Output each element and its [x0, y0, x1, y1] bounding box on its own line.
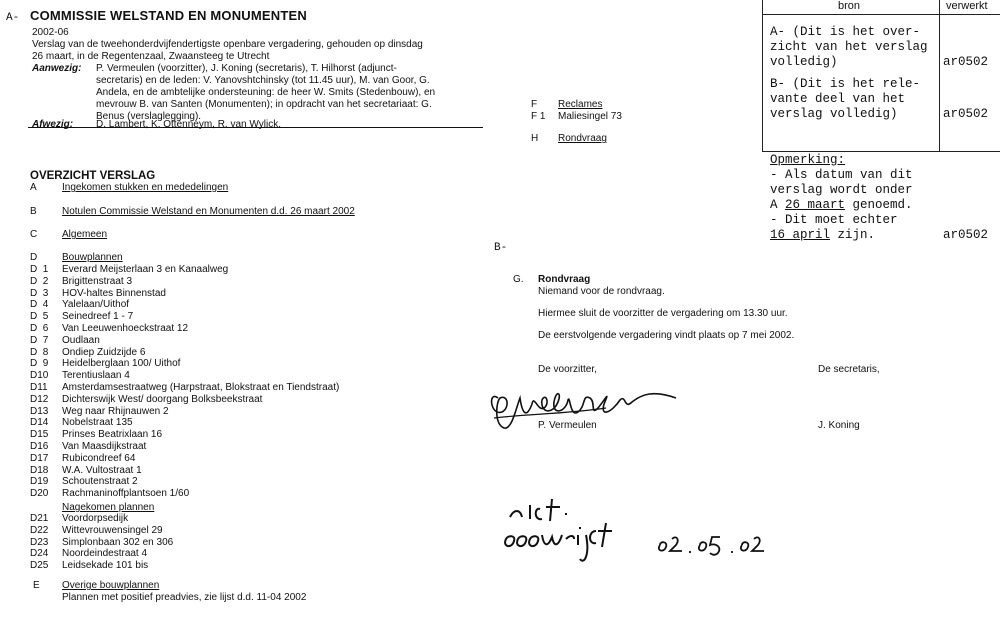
document-number: 2002-06 [32, 27, 69, 38]
source-table [762, 0, 1000, 152]
remark-suffix: zijn. [830, 228, 876, 242]
present-line: Benus (verslaglegging). [96, 111, 202, 122]
table-note-b-line: B- (Dit is het rele- [770, 77, 921, 91]
plan-address: Seinedreef 1 - 7 [62, 311, 134, 323]
item-code: D15 [30, 429, 49, 441]
present-label: Aanwezig: [32, 63, 82, 74]
plan-address: Wittevrouwensingel 29 [62, 524, 163, 536]
table-header-divider [762, 14, 1000, 15]
item-code: D 1 [30, 264, 49, 275]
chair-label: De voorzitter, [538, 364, 597, 375]
plan-address: Terentiuslaan 4 [62, 370, 130, 382]
item-code: D11 [30, 382, 48, 393]
item-code: D 4 [30, 299, 49, 311]
section-marker-a: A- [6, 12, 20, 24]
item-code: C [30, 229, 38, 240]
remark-suffix: genoemd. [845, 198, 913, 212]
item-code: D 2 [30, 275, 49, 287]
item-code: D 8 [30, 346, 49, 358]
item-title: Algemeen [62, 229, 108, 240]
item-code: D16 [30, 441, 49, 452]
plan-address: Oudlaan [62, 334, 100, 346]
plan-address: Schoutenstraat 2 [62, 476, 138, 488]
plan-address: Voordorpsedijk [62, 513, 129, 524]
secretary-label: De secretaris, [818, 364, 880, 375]
item-code: D21 [30, 513, 49, 524]
table-note-b-line: vante deel van het [770, 92, 906, 106]
plan-address: Nobelstraat 135 [62, 417, 133, 429]
remark-line: verslag wordt onder [770, 183, 913, 197]
plan-address: Ondiep Zuidzijde 6 [62, 346, 146, 358]
item-code: A [30, 182, 37, 193]
table-note-b-code: ar0502 [943, 107, 989, 121]
intro-line-1: Verslag van de tweehonderdvijfendertigste openbare vergadering, gehouden op dinsdag [32, 39, 423, 50]
plan-address: Weg naar Rhijnauwen 2 [62, 405, 169, 417]
header-divider [28, 127, 483, 128]
item-title: Ingekomen stukken en mededelingen [62, 182, 229, 193]
plan-address: Rubicondreef 64 [62, 452, 136, 464]
chair-signature [486, 368, 686, 438]
item-text: Maliesingel 73 [558, 111, 622, 122]
document-title: COMMISSIE WELSTAND EN MONUMENTEN [30, 8, 307, 23]
plan-address: HOV-haltes Binnenstad [62, 287, 166, 299]
item-title: Notulen Commissie Welstand en Monumenten d.d. 26 maart 2002 [62, 206, 355, 217]
plan-address: Brigittenstraat 3 [62, 275, 133, 287]
item-code: D23 [30, 536, 49, 548]
remark-line: - Als datum van dit [770, 168, 913, 182]
remark-code: ar0502 [943, 228, 989, 242]
nagekomen-heading: Nagekomen plannen [62, 502, 155, 513]
item-code: D [30, 252, 38, 263]
absent-text: D. Lambert, K. Ottenneym, R. van Wylick. [96, 119, 281, 130]
table-note-a-code: ar0502 [943, 55, 989, 69]
secretary-name: J. Koning [818, 420, 860, 431]
remark-line [770, 228, 875, 243]
item-title: Bouwplannen [62, 252, 123, 263]
item-code: D25 [30, 560, 49, 572]
present-line: Andela, en de ambtelijke ondersteuning: de heer W. Smits (Stedenbouw), en [96, 87, 436, 98]
item-code: D13 [30, 405, 49, 417]
item-title: Rondvraag [558, 133, 607, 144]
present-line: secretaris) en de leden: V. Yanovshtchinsky (tot 11.45 uur), M. van Goor, G. [96, 75, 430, 86]
item-code: D24 [30, 548, 49, 560]
chair-name: P. Vermeulen [538, 420, 597, 431]
plan-address: Amsterdamsestraatweg (Harpstraat, Blokstraat en Tiendstraat) [62, 382, 340, 393]
item-code: D 3 [30, 287, 49, 299]
present-line: P. Vermeulen (voorzitter), J. Koning (secretaris), T. Hilhorst (adjunct- [96, 63, 397, 74]
item-title: Rondvraag [538, 274, 591, 285]
plan-address: Prinses Beatrixlaan 16 [62, 429, 163, 441]
remark-line: - Dit moet echter [770, 213, 898, 227]
item-code: F [531, 99, 538, 110]
item-title: Reclames [558, 99, 603, 110]
plan-address: Van Maasdijkstraat [62, 441, 147, 452]
absent-label: Afwezig: [32, 119, 74, 130]
plan-address: Everard Meijsterlaan 3 en Kanaalweg [62, 264, 229, 275]
item-code: G. [513, 274, 524, 285]
plan-address: Yalelaan/Uithof [62, 299, 130, 311]
item-code: F 1 [531, 111, 546, 122]
plan-address: Dichterswijk West/ doorgang Bolksbeekstraat [62, 393, 263, 405]
item-code: D 6 [30, 323, 49, 334]
table-column-divider [939, 0, 940, 151]
item-text: Plannen met positief preadvies, zie lijst d.d. 11-04 2002 [62, 592, 307, 603]
item-code: D19 [30, 476, 49, 488]
item-title: Overige bouwplannen [62, 580, 160, 591]
closing-line: Niemand voor de rondvraag. [538, 286, 665, 297]
item-code: D 5 [30, 311, 49, 323]
present-line: mevrouw B. van Santen (Monumenten); in opdracht van het secretariaat: G. [96, 99, 432, 110]
section-marker-b: B- [494, 242, 508, 254]
column-header-source: bron [838, 0, 861, 12]
plan-address: Rachmaninoffplantsoen 1/60 [62, 488, 190, 500]
item-code: E [33, 580, 40, 591]
table-note-b-line: verslag volledig) [770, 107, 898, 121]
plan-address: Simplonbaan 302 en 306 [62, 536, 174, 548]
overview-heading: OVERZICHT VERSLAG [30, 170, 156, 182]
closing-line: Hiermee sluit de voorzitter de vergadering om 13.30 uur. [538, 308, 788, 319]
column-header-processed: verwerkt [946, 0, 988, 12]
handwritten-note [500, 495, 800, 575]
item-code: D12 [30, 393, 49, 405]
item-code: D14 [30, 417, 49, 429]
table-note-a-line: zicht van het verslag [770, 40, 928, 54]
plan-address: Van Leeuwenhoeckstraat 12 [62, 323, 189, 334]
plan-address: Leidsekade 101 bis [62, 560, 149, 572]
plan-address: W.A. Vultostraat 1 [62, 464, 142, 476]
item-code: D10 [30, 370, 49, 382]
plan-address: Heidelberglaan 100/ Uithof [62, 358, 181, 370]
item-code: D22 [30, 524, 49, 536]
closing-line: De eerstvolgende vergadering vindt plaats op 7 mei 2002. [538, 330, 795, 341]
item-code: D 9 [30, 358, 49, 370]
remark-date: 26 maart [785, 198, 846, 212]
remark-heading: Opmerking: [770, 153, 846, 167]
item-code: B [30, 206, 37, 217]
plan-address: Noordeindestraat 4 [62, 548, 148, 560]
remark-line [770, 198, 913, 213]
item-code: D20 [30, 488, 49, 500]
table-note-a-line: volledig) [770, 55, 838, 69]
item-code: D17 [30, 452, 49, 464]
intro-line-2: 26 maart, in de Regentenzaal, Zwaansteeg te Utrecht [32, 51, 270, 62]
item-code: D 7 [30, 334, 49, 346]
table-note-a-line: A- (Dit is het over- [770, 25, 921, 39]
item-code: D18 [30, 464, 49, 476]
item-code: H [531, 133, 539, 144]
remark-date: 16 april [770, 228, 831, 242]
remark-prefix: A [770, 198, 786, 212]
